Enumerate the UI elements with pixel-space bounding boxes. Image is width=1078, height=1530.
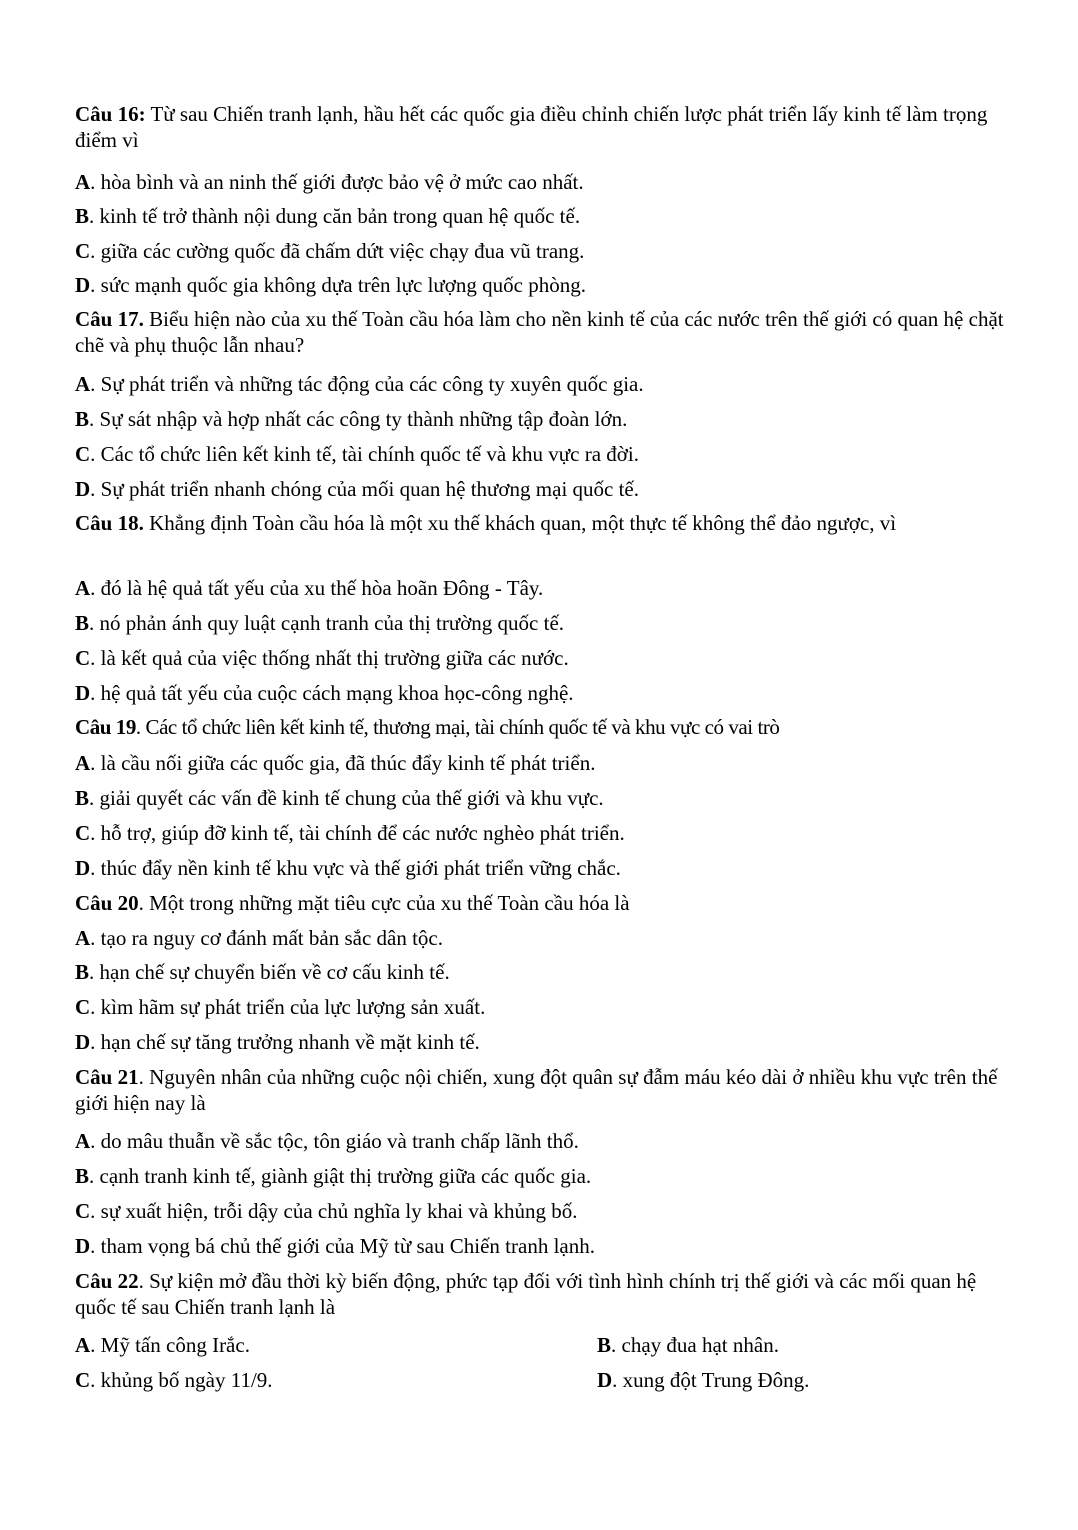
option-text: . tham vọng bá chủ thế giới của Mỹ từ sau Chiến tranh lạnh. — [90, 1234, 595, 1258]
option-text: . là kết quả của việc thống nhất thị trường giữa các nước. — [90, 646, 569, 670]
option-text: . giải quyết các vấn đề kinh tế chung của thế giới và khu vực. — [89, 786, 604, 810]
option-17-b — [75, 406, 1015, 432]
option-17-c — [75, 441, 1015, 467]
question-text: . Các tổ chức liên kết kinh tế, thương mại, tài chính quốc tế và khu vực có vai trò — [135, 715, 780, 739]
option-letter: C — [75, 646, 91, 670]
option-letter: D — [597, 1368, 613, 1392]
option-19-b — [75, 785, 1015, 811]
question-19 — [75, 714, 1015, 740]
option-text: . kinh tế trở thành nội dung căn bản trong quan hệ quốc tế. — [89, 204, 581, 228]
option-20-d — [75, 1029, 1015, 1055]
option-letter: A — [75, 372, 91, 396]
option-text: . giữa các cường quốc đã chấm dứt việc chạy đua vũ trang. — [90, 239, 585, 263]
option-text: . tạo ra nguy cơ đánh mất bản sắc dân tộc. — [90, 926, 443, 950]
option-letter: D — [75, 681, 91, 705]
option-letter: A — [75, 170, 91, 194]
option-text: . khủng bố ngày 11/9. — [90, 1368, 273, 1392]
option-text: . Các tổ chức liên kết kinh tế, tài chính quốc tế và khu vực ra đời. — [90, 442, 639, 466]
question-number: Câu 18. — [75, 511, 144, 535]
option-21-d — [75, 1233, 1015, 1259]
option-letter: B — [75, 960, 90, 984]
option-text: . do mâu thuẫn về sắc tộc, tôn giáo và tranh chấp lãnh thổ. — [90, 1129, 579, 1153]
option-letter: D — [75, 1030, 91, 1054]
option-letter: A — [75, 751, 91, 775]
option-16-a — [75, 169, 1015, 195]
option-19-d — [75, 855, 1015, 881]
question-number: Câu 20 — [75, 891, 139, 915]
question-text: . Một trong những mặt tiêu cực của xu thế Toàn cầu hóa là — [138, 891, 630, 915]
question-text: . Nguyên nhân của những cuộc nội chiến, xung đột quân sự đẫm máu kéo dài ở nhiều khu vực trên thế giới hiện nay là — [75, 1065, 998, 1115]
option-text: . hỗ trợ, giúp đỡ kinh tế, tài chính để các nước nghèo phát triển. — [90, 821, 625, 845]
option-text: . Sự phát triển nhanh chóng của mối quan hệ thương mại quốc tế. — [90, 477, 640, 501]
question-22 — [75, 1268, 1015, 1320]
option-text: . thúc đẩy nền kinh tế khu vực và thế giới phát triển vững chắc. — [90, 856, 621, 880]
option-letter: D — [75, 273, 91, 297]
option-letter: C — [75, 239, 91, 263]
question-text: Biểu hiện nào của xu thế Toàn cầu hóa làm cho nền kinh tế của các nước trên thế giới có quan hệ chặt chẽ và phụ thuộc lẫn nhau? — [75, 307, 1004, 357]
question-number: Câu 19 — [75, 715, 136, 739]
option-letter: B — [75, 1164, 90, 1188]
option-20-b — [75, 959, 1015, 985]
option-text: . cạnh tranh kinh tế, giành giật thị trường giữa các quốc gia. — [89, 1164, 592, 1188]
option-text: . xung đột Trung Đông. — [612, 1368, 810, 1392]
option-text: . đó là hệ quả tất yếu của xu thế hòa hoãn Đông - Tây. — [90, 576, 544, 600]
option-22-d — [597, 1367, 1017, 1393]
option-letter: A — [75, 576, 91, 600]
question-16 — [75, 101, 1015, 153]
option-letter: D — [75, 1234, 91, 1258]
question-number: Câu 21 — [75, 1065, 139, 1089]
option-18-b — [75, 610, 1015, 636]
option-21-b — [75, 1163, 1015, 1189]
question-17 — [75, 306, 1015, 358]
option-16-b — [75, 203, 1015, 229]
question-text: Khẳng định Toàn cầu hóa là một xu thế khách quan, một thực tế không thể đảo ngược, vì — [143, 511, 897, 535]
option-letter: C — [75, 442, 91, 466]
option-18-a — [75, 575, 1015, 601]
option-letter: A — [75, 1333, 91, 1357]
option-letter: B — [75, 786, 90, 810]
question-number: Câu 22 — [75, 1269, 139, 1293]
question-20 — [75, 890, 1015, 916]
question-number: Câu 17. — [75, 307, 144, 331]
question-21 — [75, 1064, 1015, 1116]
option-20-a — [75, 925, 1015, 951]
question-number: Câu 16: — [75, 102, 146, 126]
option-letter: B — [75, 611, 90, 635]
option-18-d — [75, 680, 1015, 706]
option-text: . hạn chế sự chuyển biến về cơ cấu kinh tế. — [89, 960, 450, 984]
option-letter: B — [597, 1333, 612, 1357]
option-19-c — [75, 820, 1015, 846]
option-letter: B — [75, 204, 90, 228]
option-letter: C — [75, 995, 91, 1019]
option-letter: A — [75, 926, 91, 950]
option-16-c — [75, 238, 1015, 264]
option-text: . hạn chế sự tăng trưởng nhanh về mặt kinh tế. — [90, 1030, 480, 1054]
option-text: . sức mạnh quốc gia không dựa trên lực lượng quốc phòng. — [90, 273, 586, 297]
question-text: Từ sau Chiến tranh lạnh, hầu hết các quốc gia điều chỉnh chiến lược phát triển lấy kinh tế làm trọng điểm vì — [75, 102, 988, 152]
option-text: . Mỹ tấn công Irắc. — [90, 1333, 250, 1357]
option-text: . hệ quả tất yếu của cuộc cách mạng khoa học-công nghệ. — [90, 681, 574, 705]
option-text: . chạy đua hạt nhân. — [611, 1333, 779, 1357]
option-20-c — [75, 994, 1015, 1020]
option-text: . Sự sát nhập và hợp nhất các công ty thành những tập đoàn lớn. — [89, 407, 628, 431]
option-text: . hòa bình và an ninh thế giới được bảo vệ ở mức cao nhất. — [90, 170, 584, 194]
question-18 — [75, 510, 1015, 536]
option-letter: B — [75, 407, 90, 431]
option-text: . sự xuất hiện, trỗi dậy của chủ nghĩa ly khai và khủng bố. — [90, 1199, 578, 1223]
option-letter: D — [75, 856, 91, 880]
option-22-b — [597, 1332, 1017, 1358]
option-17-d — [75, 476, 1015, 502]
option-text: . là cầu nối giữa các quốc gia, đã thúc đẩy kinh tế phát triển. — [90, 751, 596, 775]
option-text: . kìm hãm sự phát triển của lực lượng sản xuất. — [90, 995, 486, 1019]
option-text: . nó phản ánh quy luật cạnh tranh của thị trường quốc tế. — [89, 611, 565, 635]
option-19-a — [75, 750, 1015, 776]
option-21-a — [75, 1128, 1015, 1154]
option-letter: D — [75, 477, 91, 501]
option-18-c — [75, 645, 1015, 671]
option-16-d — [75, 272, 1015, 298]
option-letter: C — [75, 1199, 91, 1223]
option-letter: C — [75, 821, 91, 845]
option-21-c — [75, 1198, 1015, 1224]
option-17-a — [75, 371, 1015, 397]
option-letter: C — [75, 1368, 91, 1392]
option-text: . Sự phát triển và những tác động của các công ty xuyên quốc gia. — [90, 372, 644, 396]
option-letter: A — [75, 1129, 91, 1153]
question-text: . Sự kiện mở đầu thời kỳ biến động, phức tạp đối với tình hình chính trị thế giới và các mối quan hệ quốc tế sau Chiến tranh lạnh là — [75, 1269, 977, 1319]
